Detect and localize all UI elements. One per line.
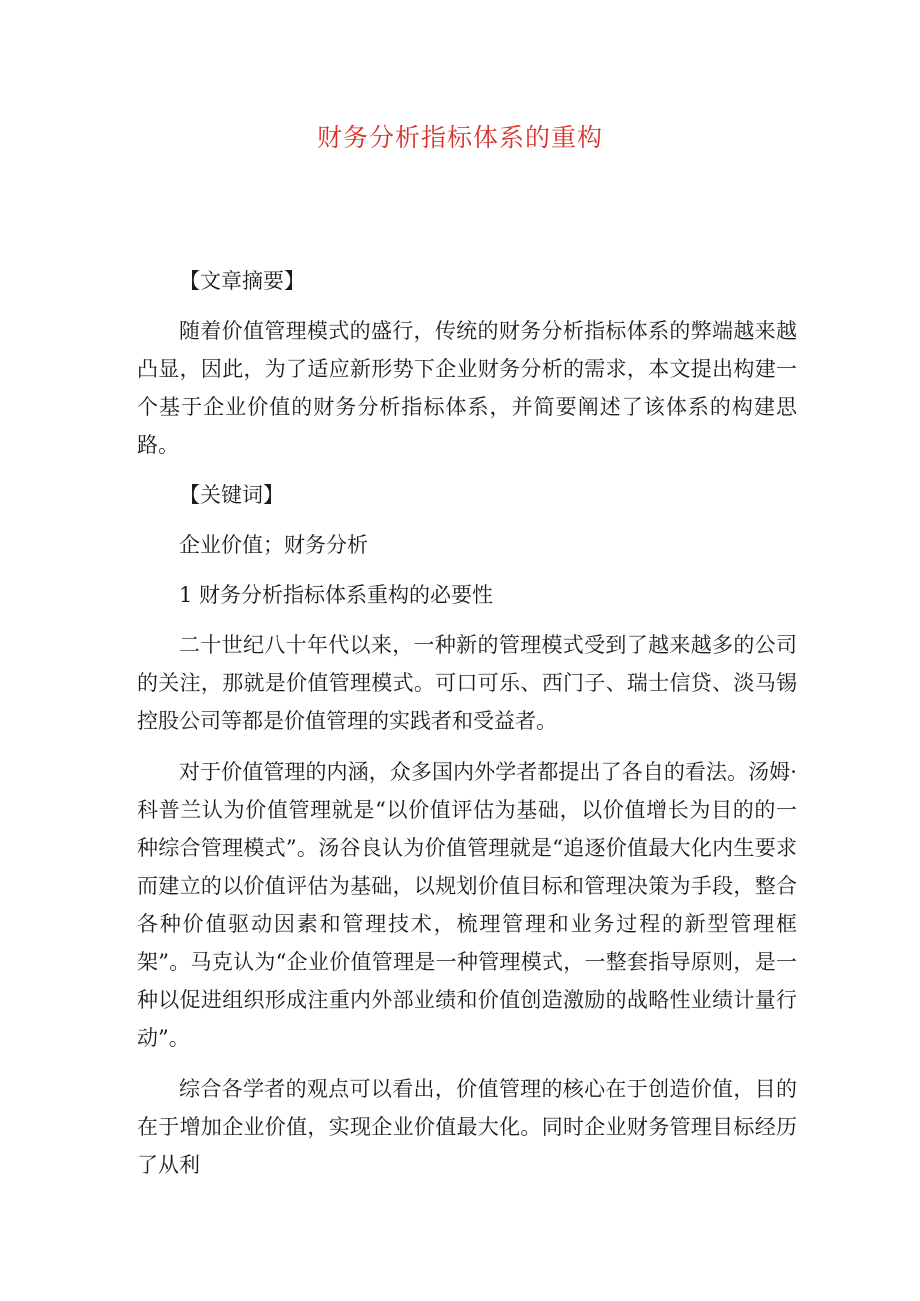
body-paragraph: 综合各学者的观点可以看出，价值管理的核心在于创造价值，目的在于增加企业价值，实现企业价值最大化。同时企业财务管理目标经历了从利: [137, 1077, 797, 1177]
abstract-heading: 【文章摘要】: [179, 269, 305, 293]
document-body: [137, 262, 797, 1184]
body-paragraph: 二十世纪八十年代以来，一种新的管理模式受到了越来越多的公司的关注，那就是价值管理模式。可口可乐、西门子、瑞士信贷、淡马锡控股公司等都是价值管理的实践者和受益者。: [137, 633, 797, 733]
document-title: 财务分析指标体系的重构: [316, 123, 603, 152]
keywords-heading: 【关键词】: [179, 483, 284, 507]
keywords-paragraph: 企业价值；财务分析: [179, 533, 368, 557]
abstract-paragraph: 随着价值管理模式的盛行，传统的财务分析指标体系的弊端越来越凸显，因此，为了适应新形势下企业财务分析的需求，本文提出构建一个基于企业价值的财务分析指标体系，并简要阐述了该体系的构建思路。: [137, 319, 797, 457]
section-heading: 1 财务分析指标体系重构的必要性: [179, 583, 494, 607]
body-paragraph: 对于价值管理的内涵，众多国内外学者都提出了各自的看法。汤姆·科普兰认为价值管理就是“以价值评估为基础，以价值增长为目的的一种综合管理模式”。汤谷良认为价值管理就是“追逐价值最大化内生要求而建立的以价值评估为基础，以规划价值目标和管理决策为手段，整合各种价值驱动因素和管理技术，梳理管理和业务过程的新型管理框架”。马克认为“企业价值管理是一种管理模式，一整套指导原则，是一种以促进组织形成注重内外部业绩和价值创造激励的战略性业绩计量行动”。: [137, 760, 797, 1050]
